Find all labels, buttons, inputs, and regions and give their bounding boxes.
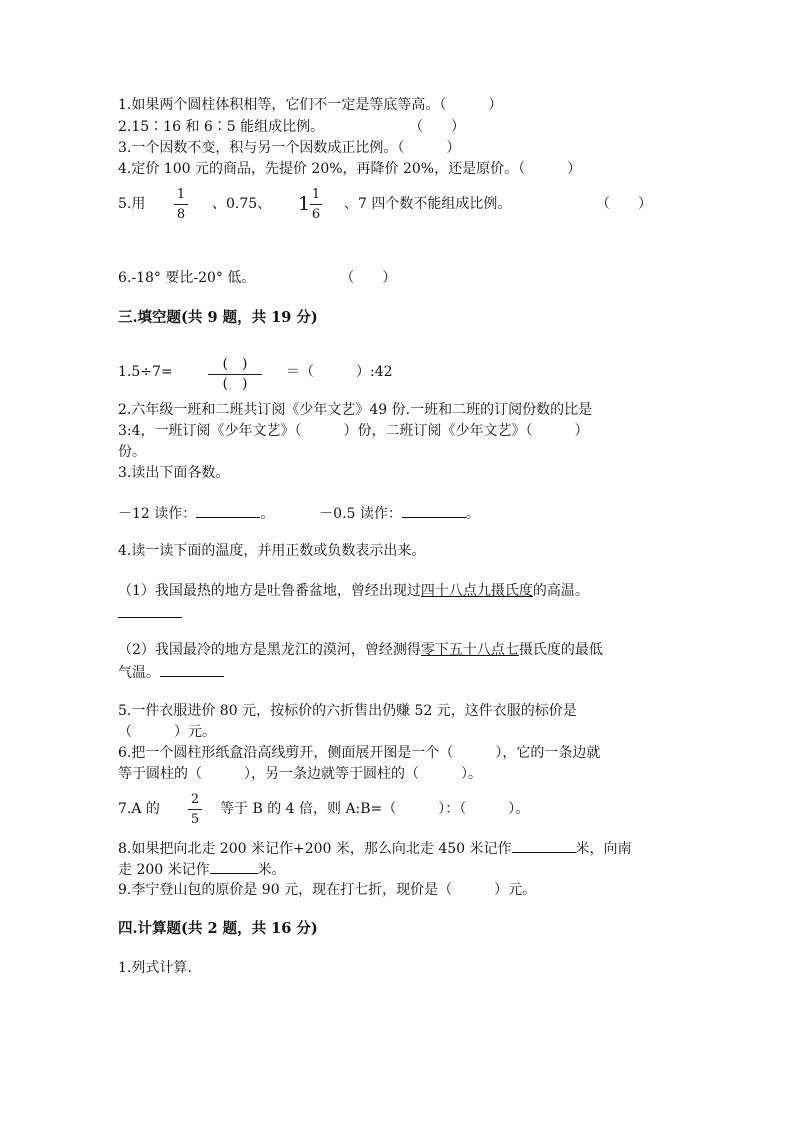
fill-q3: 3.读出下面各数。 bbox=[118, 465, 230, 481]
fill-q7-suffix: 等于 B 的 4 倍，则 A:B=（ ）：（ ）。 bbox=[220, 801, 530, 817]
fill-q4-2 bbox=[118, 640, 603, 660]
fill-q1-prefix: 1.5÷7= bbox=[118, 364, 173, 380]
fill-q3-items bbox=[118, 503, 480, 524]
judge-q1: 1.如果两个圆柱体积相等，它们不一定是等底等高。（ ） bbox=[118, 97, 503, 113]
fraction-numerator: ( ) bbox=[222, 356, 248, 372]
fraction-numerator: 2 bbox=[190, 792, 200, 807]
judge-q5-prefix: 5.用 bbox=[118, 196, 146, 212]
punct: 。 bbox=[260, 506, 275, 522]
fraction-denominator: ( ) bbox=[222, 376, 248, 392]
fraction-numerator: 1 bbox=[176, 187, 186, 202]
fill-q9: 9.李宁登山包的原价是 90 元，现在打七折，现价是（ ）元。 bbox=[118, 882, 537, 898]
judge-q6-text: 6.-18° 要比-20° 低。 bbox=[118, 270, 256, 286]
judge-q2-paren: （ ） bbox=[409, 119, 466, 135]
answer-blank[interactable] bbox=[210, 859, 258, 874]
fill-q4-2-underlined: 零下五十八点七 bbox=[420, 642, 519, 658]
fill-q2-line2: 3:4，一班订阅《少年文艺》（ ）份，二班订阅《少年文艺》（ ） bbox=[118, 423, 589, 439]
fraction-denominator: 8 bbox=[176, 207, 186, 222]
answer-blank[interactable] bbox=[118, 603, 182, 618]
fill-q6-line2: 等于圆柱的（ ），另一条边就等于圆柱的（ ）。 bbox=[118, 766, 482, 782]
fill-q4-2-post: 摄氏度的最低 bbox=[518, 642, 603, 658]
fill-q8-line1 bbox=[118, 838, 632, 859]
fraction-denominator: 6 bbox=[311, 207, 321, 222]
fill-q8-l1-a: 8.如果把向北走 200 米记作+200 米，那么向北走 450 米记作 bbox=[118, 841, 512, 857]
fill-q4-1-answer bbox=[118, 603, 182, 624]
fill-q4-1-underlined: 四十八点九摄氏度 bbox=[420, 583, 533, 599]
fraction-denominator: 5 bbox=[190, 812, 200, 827]
judge-q5-mid: 、0.75、 bbox=[212, 196, 272, 212]
fill-q8-l2-b: 米。 bbox=[257, 862, 286, 878]
fill-q1-fraction bbox=[208, 356, 262, 393]
answer-blank[interactable] bbox=[402, 503, 466, 518]
fill-q3-a-label: －12 读作： bbox=[118, 506, 197, 522]
fill-q4: 4.读一读下面的温度，并用正数或负数表示出来。 bbox=[118, 543, 426, 559]
judge-q5-paren: （ ） bbox=[596, 196, 652, 212]
judge-q3: 3.一个因数不变，积与另一个因数成正比例。（ ） bbox=[118, 140, 461, 156]
fraction-numerator: 1 bbox=[311, 187, 321, 202]
fill-q2-line1: 2.六年级一班和二班共订阅《少年文艺》49 份.一班和二班的订阅份数的比是 bbox=[118, 402, 593, 418]
fill-q4-2-line2 bbox=[118, 662, 224, 683]
judge-q5-mixed-whole: 1 bbox=[298, 193, 311, 215]
fill-q4-1 bbox=[118, 581, 589, 601]
fill-q8-line2 bbox=[118, 859, 286, 880]
fill-q5-line2: （ ）元。 bbox=[118, 724, 216, 740]
answer-blank[interactable] bbox=[512, 838, 576, 853]
fill-q4-2-l2: 气温。 bbox=[118, 665, 160, 681]
judge-q5-mixed-fraction bbox=[310, 186, 322, 223]
punct: 。 bbox=[465, 506, 480, 522]
fill-q3-b-label: －0.5 读作： bbox=[319, 506, 402, 522]
section4-heading: 四.计算题(共 2 题，共 16 分) bbox=[118, 920, 318, 937]
judge-q2-text: 2.15∶16 和 6∶5 能组成比例。 bbox=[118, 119, 325, 135]
section3-heading: 三.填空题(共 9 题，共 19 分) bbox=[118, 309, 318, 326]
fill-q2-line3: 份。 bbox=[118, 444, 146, 460]
fill-q8-l1-b: 米，向南 bbox=[575, 841, 632, 857]
calc-q1: 1.列式计算. bbox=[118, 960, 192, 976]
fill-q7-fraction bbox=[188, 791, 202, 828]
answer-blank[interactable] bbox=[196, 503, 260, 518]
judge-q4: 4.定价 100 元的商品，先提价 20%，再降价 20%，还是原价。（ ） bbox=[118, 161, 582, 177]
judge-q6-paren: （ ） bbox=[340, 270, 397, 286]
fill-q8-l2-a: 走 200 米记作 bbox=[118, 862, 210, 878]
fill-q4-2-pre: （2）我国最冷的地方是黑龙江的漠河，曾经测得 bbox=[118, 642, 421, 658]
fill-q6-line1: 6.把一个圆柱形纸盒沿高线剪开，侧面展开图是一个（ ），它的一条边就 bbox=[118, 745, 601, 761]
fill-q4-1-post: 的高温。 bbox=[532, 583, 589, 599]
fill-q7-prefix: 7.A 的 bbox=[118, 801, 160, 817]
judge-q5-suffix: 、7 四个数不能组成比例。 bbox=[344, 196, 512, 212]
fill-q1-suffix: ＝（ ）:42 bbox=[286, 364, 393, 380]
fill-q5-line1: 5.一件衣服进价 80 元，按标价的六折售出仍赚 52 元，这件衣服的标价是 bbox=[118, 703, 577, 719]
judge-q6 bbox=[118, 268, 396, 288]
fill-q4-1-pre: （1）我国最热的地方是吐鲁番盆地，曾经出现过 bbox=[118, 583, 421, 599]
judge-q2 bbox=[118, 117, 465, 137]
judge-q5-fraction bbox=[174, 186, 188, 223]
answer-blank[interactable] bbox=[160, 662, 224, 677]
